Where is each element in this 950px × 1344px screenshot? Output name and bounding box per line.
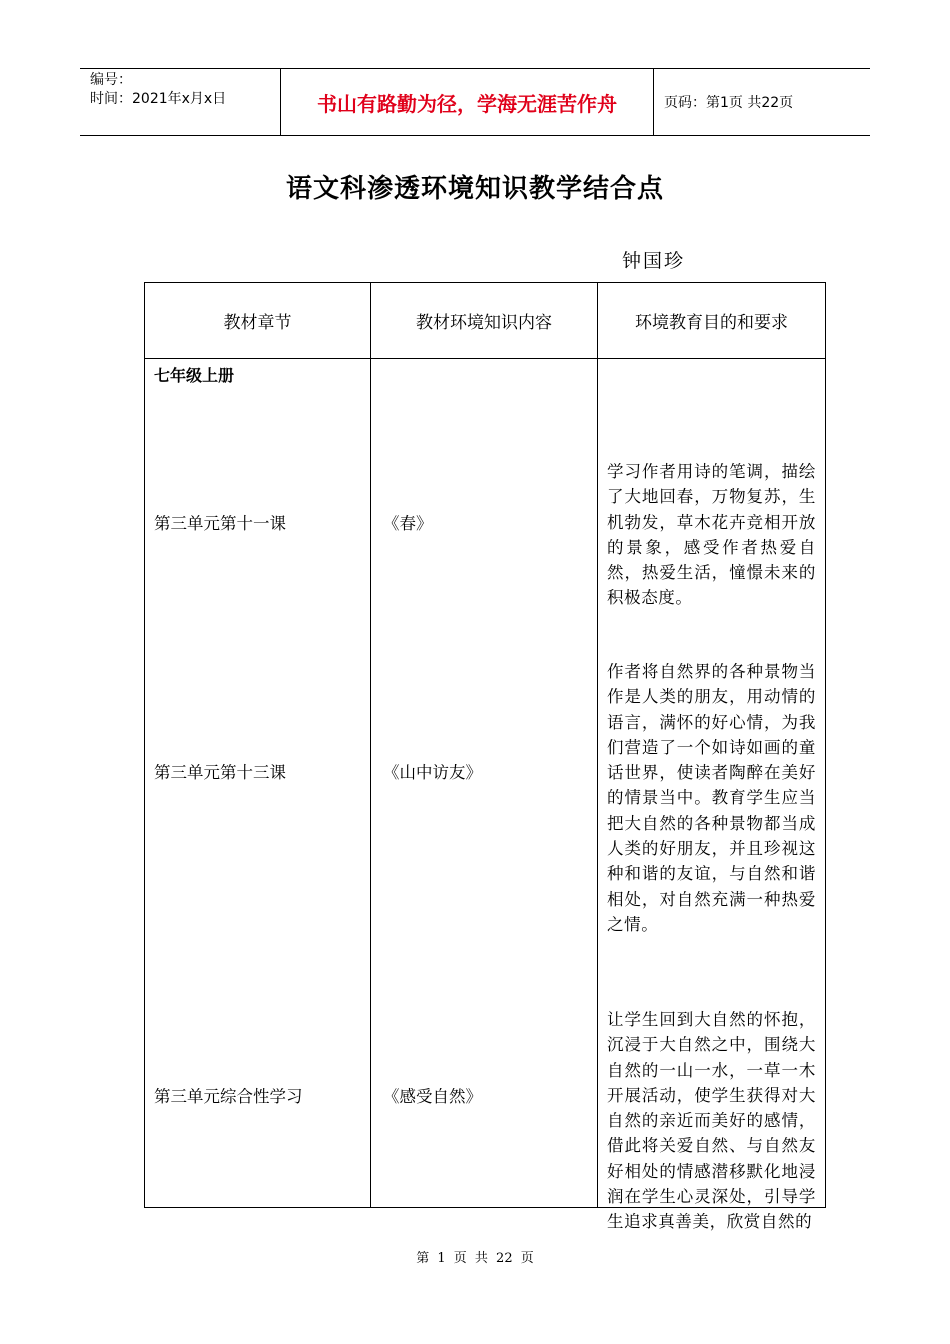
content-text: 《感受自然》 bbox=[383, 1087, 482, 1106]
chapter-cell bbox=[145, 359, 371, 1208]
goal-text: 作者将自然界的各种景物当作是人类的朋友，用动情的语言，满怀的好心情，为我们营造了一个如诗如画的童话世界，使读者陶醉在美好的情景当中。教育学生应当把大自然的各种景物都当成人类的好朋友，并且珍视这种和谐的友谊，与自然和谐相处，对自然充满一种热爱之情。 bbox=[607, 662, 816, 934]
header-page-code: 页码：第1页 共22页 bbox=[664, 95, 794, 111]
content-text: 《春》 bbox=[383, 514, 433, 533]
chapter-text: 第三单元综合性学习 bbox=[154, 1087, 303, 1106]
page-footer: 第 1 页 共 22 页 bbox=[416, 1251, 534, 1266]
column-header: 环境教育目的和要求 bbox=[598, 283, 826, 359]
page-header bbox=[80, 68, 870, 136]
goal-text: 学习作者用诗的笔调，描绘了大地回春，万物复苏，生机勃发，草木花卉竞相开放的景象，感受作者热爱自然，热爱生活，憧憬未来的积极态度。 bbox=[607, 462, 816, 608]
time-label: 时间：2021年x月x日 bbox=[90, 91, 227, 107]
column-header: 教材环境知识内容 bbox=[371, 283, 598, 359]
column-header: 教材章节 bbox=[145, 283, 371, 359]
goal-text: 让学生回到大自然的怀抱，沉浸于大自然之中，围绕大自然的一山一水，一草一木开展活动，使学生获得对大自然的亲近而美好的感情，借此将关爱自然、与自然友好相处的情感潜移默化地浸润在学生心灵深处，引导学生追求真善美，欣赏自然的 bbox=[607, 1010, 816, 1232]
header-motto: 书山有路勤为径，学海无涯苦作舟 bbox=[281, 69, 654, 135]
document-author: 钟国珍 bbox=[622, 250, 686, 272]
chapter-text: 第三单元第十三课 bbox=[154, 763, 286, 782]
table-row bbox=[145, 359, 826, 1208]
chapter-text: 第三单元第十一课 bbox=[154, 514, 286, 533]
goal-cell bbox=[598, 359, 826, 1232]
content-table bbox=[144, 282, 826, 1232]
document-title: 语文科渗透环境知识教学结合点 bbox=[285, 174, 664, 204]
content-text: 《山中访友》 bbox=[383, 763, 482, 782]
header-meta bbox=[80, 69, 281, 135]
number-label: 编号： bbox=[90, 72, 132, 88]
content-cell bbox=[371, 359, 598, 1208]
grade-label: 七年级上册 bbox=[154, 366, 235, 385]
table-header-row bbox=[145, 283, 826, 359]
